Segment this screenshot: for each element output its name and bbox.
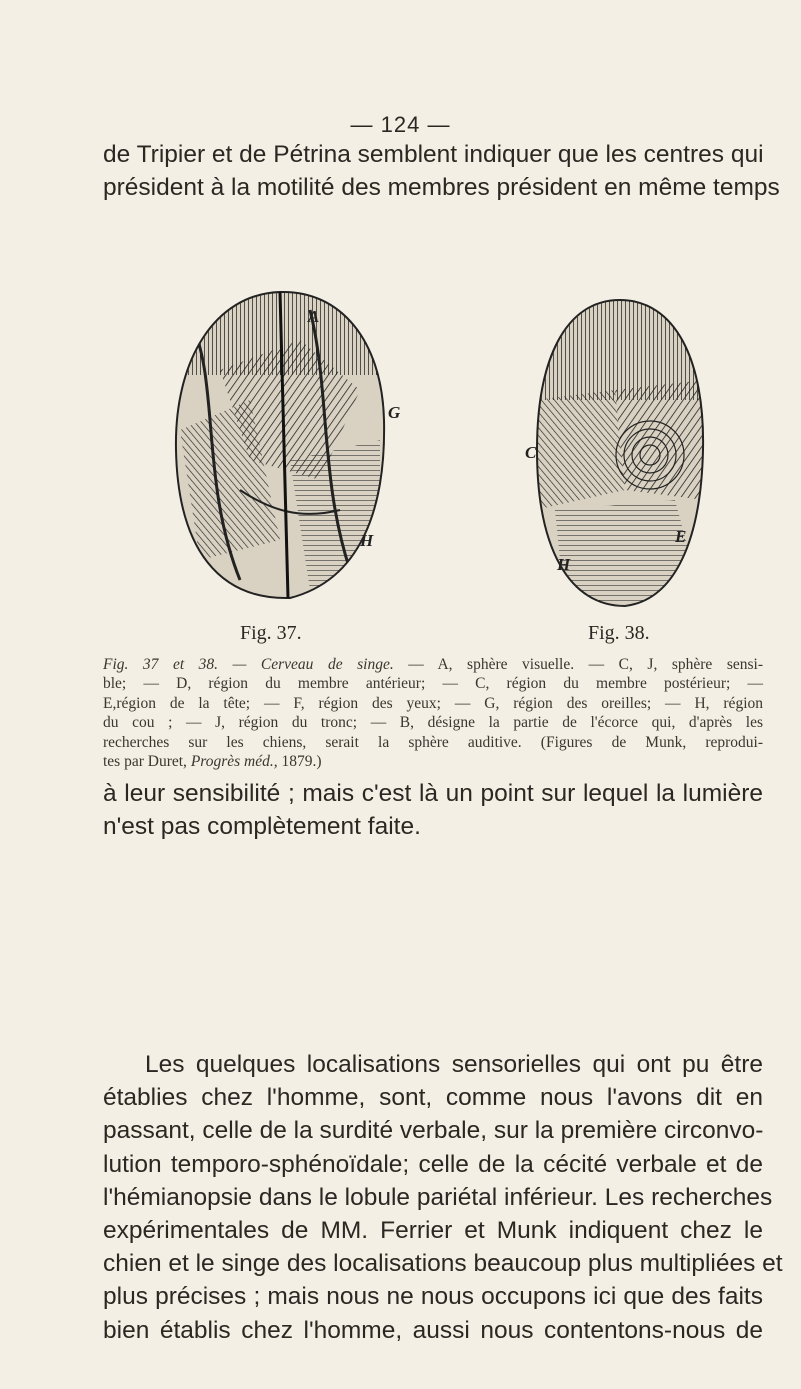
figure-38-letter-c: C	[525, 443, 537, 462]
caption-line-text: — A, sphère visuelle. — C, J, sphère sensi-	[408, 656, 764, 673]
text-line: expérimentales de MM. Ferrier et Munk indiquent chez le	[103, 1217, 763, 1245]
paragraph-bottom	[103, 1048, 783, 1347]
text-line: l'hémianopsie dans le lobule pariétal inférieur. Les recherches	[103, 1183, 773, 1211]
text-line: chien et le singe des localisations beaucoup plus multipliées et	[103, 1250, 783, 1278]
caption-line	[103, 655, 763, 674]
figure-38-letter-e: E	[675, 527, 687, 546]
caption-title: Cerveau de singe.	[260, 656, 394, 673]
figures	[0, 280, 801, 620]
text-line: à leur sensibilité ; mais c'est là un point sur lequel la lumière	[103, 780, 763, 807]
figure-37-letter-g: G	[388, 403, 400, 422]
caption-prefix: Fig. 37 et 38. —	[103, 656, 247, 673]
text-line: président à la motilité des membres président en même temps	[103, 174, 780, 201]
figure-37-letter-h: H	[360, 531, 374, 550]
caption-year: 1879.)	[281, 753, 322, 771]
caption-line	[103, 752, 763, 771]
text-line: n'est pas complètement faite.	[103, 813, 421, 840]
caption-line: recherches sur les chiens, serait la sphère auditive. (Figures de Munk, reprodui-	[103, 733, 763, 751]
paragraph-middle	[103, 777, 763, 843]
text-line: plus précises ; mais nous ne nous occupons ici que des faits	[103, 1283, 763, 1311]
figure-caption	[103, 655, 763, 771]
figure-38-label: Fig. 38.	[588, 622, 650, 644]
text-line: établies chez l'homme, sont, comme nous l'avons dit en	[103, 1084, 763, 1112]
text-line: de Tripier et de Pétrina semblent indiquer que les centres qui	[103, 141, 764, 168]
caption-line-text: tes par Duret,	[103, 753, 187, 771]
figure-37-brain-illustration	[160, 280, 400, 615]
figure-38-letter-h: H	[557, 555, 571, 574]
figure-37-label: Fig. 37.	[240, 622, 302, 644]
caption-source: Progrès méd.,	[190, 753, 278, 771]
figure-38-brain-illustration	[525, 280, 715, 615]
text-line: lution temporo-sphénoïdale; celle de la cécité verbale et de	[103, 1150, 763, 1178]
text-line: bien établis chez l'homme, aussi nous contentons-nous de	[103, 1316, 763, 1344]
caption-line: ble; — D, région du membre antérieur; — C, région du membre postérieur; —	[103, 675, 763, 693]
caption-line: E,région de la tête; — F, région des yeux; — G, région des oreilles; — H, région	[103, 694, 763, 712]
page-number: — 124 —	[350, 112, 451, 137]
figure-37-letter-a: A	[308, 307, 320, 326]
text-line: Les quelques localisations sensorielles qui ont pu être	[145, 1051, 763, 1078]
caption-line: du cou ; — J, région du tronc; — B, désigne la partie de l'écorce qui, d'après les	[103, 714, 763, 732]
paragraph-top	[103, 138, 780, 204]
text-line: passant, celle de la surdité verbale, sur la première circonvo-	[103, 1117, 764, 1145]
